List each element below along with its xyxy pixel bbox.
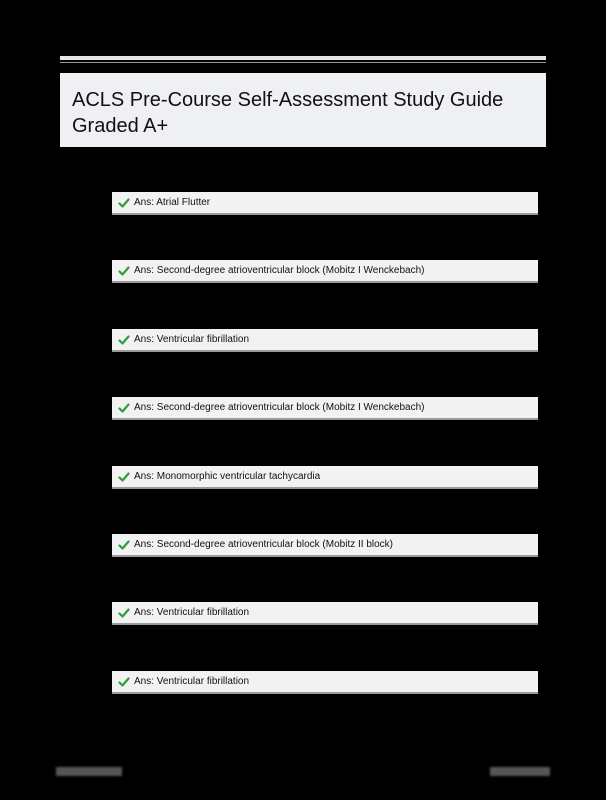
footer-left-blurred xyxy=(56,767,122,776)
check-icon xyxy=(118,402,130,414)
answer-text: Ans: Second-degree atrioventricular block (Mobitz II block) xyxy=(134,539,394,550)
answer-row-5 xyxy=(112,466,538,489)
answer-row-1 xyxy=(112,192,538,215)
answer-row-4 xyxy=(112,397,538,420)
answer-text: Ans: Monomorphic ventricular tachycardia xyxy=(134,471,321,482)
answer-text: Ans: Ventricular fibrillation xyxy=(134,676,250,687)
page-title-line-1: ACLS Pre-Course Self-Assessment Study Guide xyxy=(72,89,504,111)
answer-text: Ans: Second-degree atrioventricular block (Mobitz I Wenckebach) xyxy=(134,265,425,276)
check-icon xyxy=(118,265,130,277)
page-title-line-2: Graded A+ xyxy=(72,115,169,137)
answer-text: Ans: Second-degree atrioventricular block (Mobitz I Wenckebach) xyxy=(134,402,425,413)
answer-text: Ans: Ventricular fibrillation xyxy=(134,607,250,618)
check-icon xyxy=(118,539,130,551)
check-icon xyxy=(118,197,130,209)
answer-row-6 xyxy=(112,534,538,557)
answer-text: Ans: Atrial Flutter xyxy=(134,197,211,208)
footer-right-blurred xyxy=(490,767,550,776)
check-icon xyxy=(118,607,130,619)
header-rule-thin xyxy=(60,62,546,63)
answer-row-3 xyxy=(112,329,538,352)
title-box xyxy=(60,73,546,147)
check-icon xyxy=(118,471,130,483)
check-icon xyxy=(118,334,130,346)
header-rule xyxy=(60,56,546,60)
check-icon xyxy=(118,676,130,688)
answer-row-8 xyxy=(112,671,538,694)
answer-text: Ans: Ventricular fibrillation xyxy=(134,334,250,345)
answer-row-2 xyxy=(112,260,538,283)
answer-row-7 xyxy=(112,602,538,625)
